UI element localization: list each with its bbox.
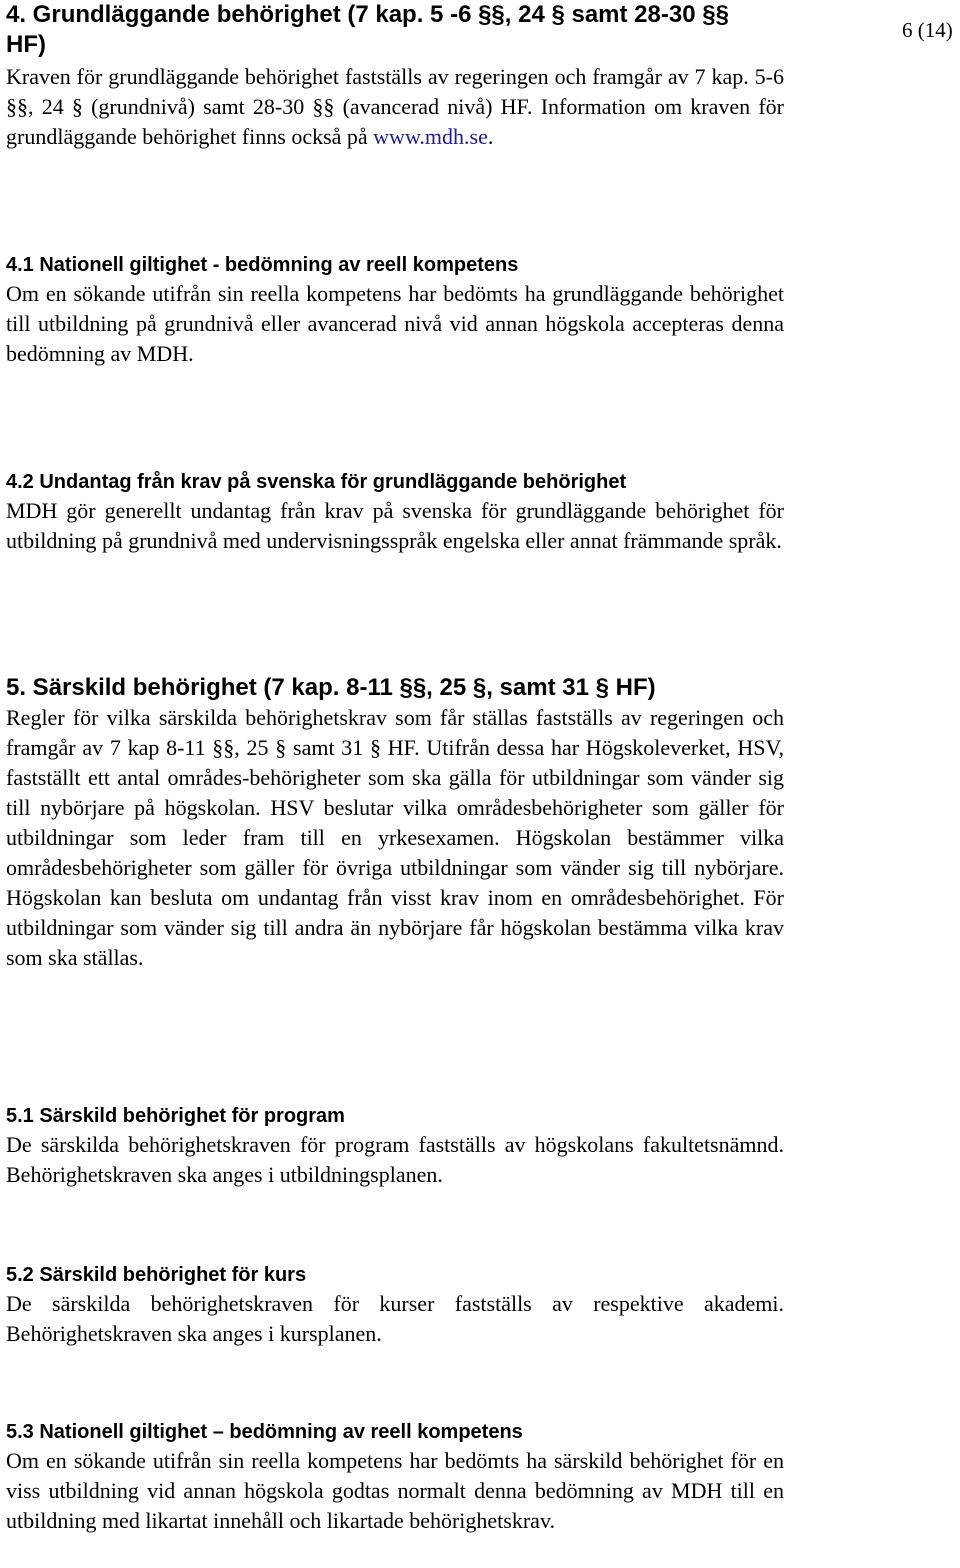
section-4-2-body: MDH gör generellt undantag från krav på svenska för grundläggande behörighet för utbildning på grundnivå med undervisningsspråk engelska eller annat främmande språk. <box>6 498 784 553</box>
section-5-body: Regler för vilka särskilda behörighetskrav som får ställas fastställs av regeringen och framgår av 7 kap 8-11 §§, 25 § samt 31 § HF. Utifrån dessa har Högskoleverket, HSV, fastställt ett antal områdes-behörigheter som ska gälla för utbildningar som vänder sig till nybörjare på högskolan. HSV beslutar vilka områdesbehörigheter som gäller för utbildningar som leder fram till en yrkesexamen. Högskolan bestämmer vilka områdesbehörigheter som gäller för övriga utbildningar som vänder sig till nybörjare. Högskolan kan besluta om undantag från visst krav inom en områdesbehörighet. För utbildningar som vänder sig till andra än nybörjare får högskolan bestämma vilka krav som ska ställas. <box>6 705 784 970</box>
section-5 <box>6 673 784 973</box>
section-5-2-body: De särskilda behörighetskraven för kurser fastställs av respektive akademi. Behörighetskraven ska anges i kursplanen. <box>6 1291 784 1346</box>
section-4-1-heading: 4.1 Nationell giltighet - bedömning av reell kompetens <box>6 254 519 276</box>
section-4 <box>6 0 784 152</box>
section-4-body-end: . <box>487 124 494 149</box>
page-number: 6 (14) <box>902 18 953 42</box>
section-5-3-body: Om en sökande utifrån sin reella kompetens har bedömts ha särskild behörighet för en viss utbildning vid annan högskola godtas normalt denna bedömning av MDH till en utbildning med likartat innehåll och likartade behörighetskrav. <box>6 1448 784 1533</box>
section-5-2 <box>6 1263 784 1349</box>
section-4-1 <box>6 253 784 369</box>
section-4-2 <box>6 470 784 556</box>
section-5-3-heading: 5.3 Nationell giltighet – bedömning av reell kompetens <box>6 1421 523 1443</box>
section-4-body <box>6 62 784 152</box>
section-4-1-body: Om en sökande utifrån sin reella kompetens har bedömts ha grundläggande behörighet till utbildning på grundnivå eller avancerad nivå vid annan högskola accepteras denna bedömning av MDH. <box>6 281 784 366</box>
section-5-3 <box>6 1420 784 1536</box>
section-4-body-text: Kraven för grundläggande behörighet fastställs av regeringen och framgår av 7 kap. 5-6 §§, 24 § (grundnivå) samt 28-30 §§ (avancerad nivå) HF. Information om kraven för grundläggande behörighet finns också på <box>6 64 784 149</box>
section-5-heading: 5. Särskild behörighet (7 kap. 8-11 §§, 25 §, samt 31 § HF) <box>6 674 656 701</box>
section-4-heading: 4. Grundläggande behörighet (7 kap. 5 -6 §§, 24 § samt 28-30 §§ HF) <box>6 1 729 58</box>
section-5-2-heading: 5.2 Särskild behörighet för kurs <box>6 1264 307 1286</box>
section-5-1-heading: 5.1 Särskild behörighet för program <box>6 1105 345 1127</box>
section-5-1-body: De särskilda behörighetskraven för program fastställs av högskolans fakultetsnämnd. Behörighetskraven ska anges i utbildningsplanen. <box>6 1132 784 1187</box>
section-4-2-heading: 4.2 Undantag från krav på svenska för grundläggande behörighet <box>6 471 627 493</box>
mdh-website-link[interactable]: www.mdh.se <box>373 124 488 149</box>
section-5-1 <box>6 1104 784 1190</box>
